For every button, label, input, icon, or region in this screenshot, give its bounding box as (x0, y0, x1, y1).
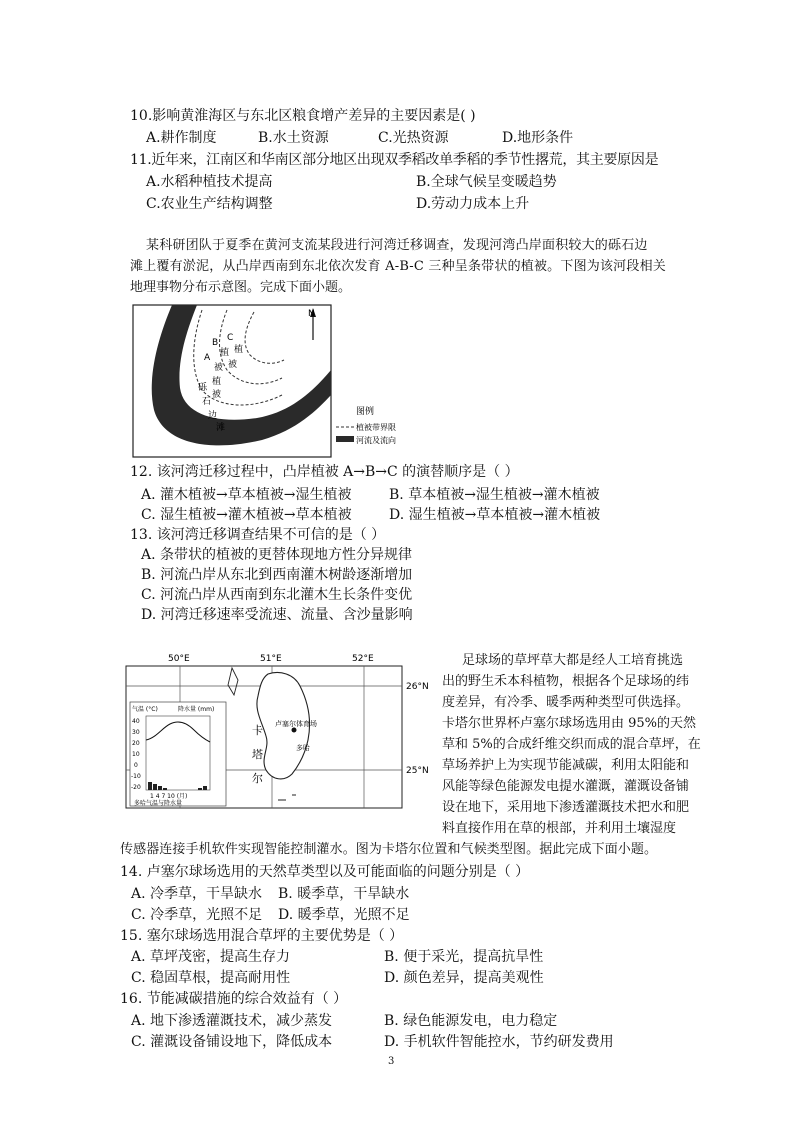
legend-item: 植被带界限 (356, 423, 396, 432)
intro2-full-line: 传感器连接手机软件实现智能控制灌水。图为卡塔尔位置和气候类型图。据此完成下面小题。 (120, 842, 658, 857)
map1-label: A (204, 353, 211, 363)
map1-label: 石 (202, 397, 212, 407)
intro2-line: 料直接作用在草的根部，并利用土壤湿度 (442, 821, 677, 836)
y-tick: -10 (131, 773, 141, 780)
map1-label: 被 (228, 360, 238, 370)
q12-option-c: C. 湿生植被→灌木植被→草本植被 (141, 507, 352, 523)
q15-option-b: B. 便于采光，提高抗旱性 (384, 949, 544, 965)
map1-label: 被 (214, 363, 224, 373)
q13-option-b: B. 河流凸岸从东北到西南灌木树龄逐渐增加 (141, 567, 413, 583)
q11-option-a: A.水稻种植技术提高 (146, 174, 273, 190)
legend-river-icon (336, 436, 354, 442)
map1-label: 滩 (216, 423, 226, 433)
q12-option-a: A. 灌木植被→草本植被→湿生植被 (141, 487, 352, 503)
intro1-line3: 地理事物分布示意图。完成下面小题。 (130, 280, 352, 295)
q11-option-c: C.农业生产结构调整 (146, 196, 273, 212)
q13-option-a: A. 条带状的植被的更替体现地方性分异规律 (141, 547, 413, 563)
intro2-line: 草和 5%的合成纤维交织而成的混合草坪，在 (442, 737, 701, 752)
qatar-map (120, 650, 442, 814)
longitude-label: 52°E (352, 654, 374, 664)
climate-caption: 多哈气温与降水量 (134, 800, 183, 807)
intro2-line: 出的野生禾本科植物，根据各个足球场的纬 (442, 674, 690, 689)
intro2-line: 风能等绿色能源发电提水灌溉，灌溉设备铺 (442, 779, 690, 794)
page-number: 3 (388, 1056, 395, 1067)
q13-stem: 13. 该河湾迁移调查结果不可信的是（ ） (130, 527, 386, 543)
q11-option-d: D.劳动力成本上升 (416, 196, 530, 212)
q14-stem: 14. 卢塞尔球场选用的天然草类型以及可能面临的问题分别是（ ） (120, 864, 530, 880)
q14-option-d: D. 暖季草，光照不足 (278, 907, 410, 923)
q13-option-c: C. 河流凸岸从西南到东北灌木生长条件变优 (141, 587, 413, 603)
map1-label: 砾 (198, 383, 208, 393)
q16-option-c: C. 灌溉设备铺设地下，降低成本 (131, 1034, 333, 1050)
q12-stem: 12. 该河湾迁移过程中，凸岸植被 A→B→C 的演替顺序是（ ） (130, 464, 519, 480)
intro1-line1: 某科研团队于夏季在黄河支流某段进行河湾迁移调查，发现河湾凸岸面积较大的砾石边 (146, 238, 648, 253)
q10-option-d: D.地形条件 (502, 130, 574, 146)
map1-label: 边 (208, 411, 218, 421)
intro2-line: 足球场的草坪草大都是经人工培育挑选 (462, 653, 684, 668)
q15-option-d: D. 颜色差异，提高美观性 (384, 970, 544, 986)
country-label: 卡 (252, 724, 263, 737)
y-tick: 30 (132, 729, 140, 736)
q12-option-b: B. 草本植被→湿生植被→灌木植被 (389, 487, 600, 503)
map1-label: 植 (234, 345, 244, 355)
legend-item: 河流及流向 (356, 436, 396, 445)
latitude-label: 25°N (406, 766, 429, 776)
q16-option-b: B. 绿色能源发电，电力稳定 (384, 1013, 558, 1029)
country-label: 尔 (252, 772, 263, 785)
q10-option-a: A.耕作制度 (146, 130, 217, 146)
city-label: 多哈 (296, 744, 310, 752)
map1-label: C (227, 333, 234, 343)
intro2-line: 设在地下，采用地下渗透灌溉技术把水和肥 (442, 800, 690, 815)
map1-label: 被 (212, 390, 222, 400)
y-tick: -20 (131, 784, 141, 791)
intro2-line: 草场养护上为实现节能减碳，利用太阳能和 (442, 758, 690, 773)
stadium-marker-icon (292, 728, 297, 733)
q14-option-a: A. 冷季草，干旱缺水 (131, 886, 263, 902)
longitude-label: 51°E (260, 654, 282, 664)
y-tick: 10 (132, 751, 140, 758)
intro2-line: 卡塔尔世界杯卢塞尔球场选用由 95%的天然 (442, 716, 697, 731)
map1-label: 植 (220, 348, 230, 358)
intro1-line2: 滩上覆有淤泥，从凸岸西南到东北依次发育 A-B-C 三种呈条带状的植被。下图为该河段相关 (130, 259, 666, 274)
y-tick: 20 (132, 740, 140, 747)
q14-option-c: C. 冷季草，光照不足 (131, 907, 263, 923)
climate-x-ticks: 1 4 7 10 (月) (150, 793, 188, 800)
longitude-label: 50°E (168, 654, 190, 664)
q10-option-c: C.光热资源 (378, 130, 449, 146)
map1-label: B (212, 338, 219, 348)
country-label: 塔 (252, 748, 263, 761)
stadium-label: 卢塞尔体育场 (275, 720, 317, 728)
map1-label: 植 (212, 377, 222, 387)
q16-stem: 16. 节能减碳措施的综合效益有（ ） (120, 991, 348, 1007)
q15-option-a: A. 草坪茂密，提高生存力 (131, 949, 291, 965)
q11-stem: 11.近年来，江南区和华南区部分地区出现双季稻改单季稻的季节性撂荒，其主要原因是 (130, 152, 659, 168)
climate-precip-label: 降水量 (mm) (178, 706, 215, 713)
y-tick: 40 (132, 718, 140, 725)
q10-option-b: B.水土资源 (258, 130, 329, 146)
q16-option-a: A. 地下渗透灌溉技术，减少蒸发 (131, 1013, 333, 1029)
climate-temp-label: 气温 (°C) (132, 706, 158, 713)
q14-option-b: B. 暖季草，干旱缺水 (278, 886, 410, 902)
q11-option-b: B.全球气候呈变暖趋势 (416, 174, 557, 190)
north-label: N (308, 309, 315, 319)
legend-title: 图例 (356, 407, 375, 417)
q12-option-d: D. 湿生植被→草本植被→灌木植被 (389, 507, 601, 523)
river-bend-map (132, 300, 422, 460)
q10-stem: 10.影响黄淮海区与东北区粮食增产差异的主要因素是( ) (130, 108, 476, 124)
q15-option-c: C. 稳固草根，提高耐用性 (131, 970, 291, 986)
climate-chart-frame (130, 702, 226, 806)
q15-stem: 15. 塞尔球场选用混合草坪的主要优势是（ ） (120, 928, 404, 944)
q13-option-d: D. 河湾迁移速率受流速、流量、含沙量影响 (141, 607, 413, 623)
intro2-line: 度差异，有冷季、暖季两种类型可供选择。 (442, 695, 690, 710)
q16-option-d: D. 手机软件智能控水，节约研发费用 (384, 1034, 614, 1050)
latitude-label: 26°N (406, 682, 429, 692)
y-tick: 0 (134, 762, 138, 769)
